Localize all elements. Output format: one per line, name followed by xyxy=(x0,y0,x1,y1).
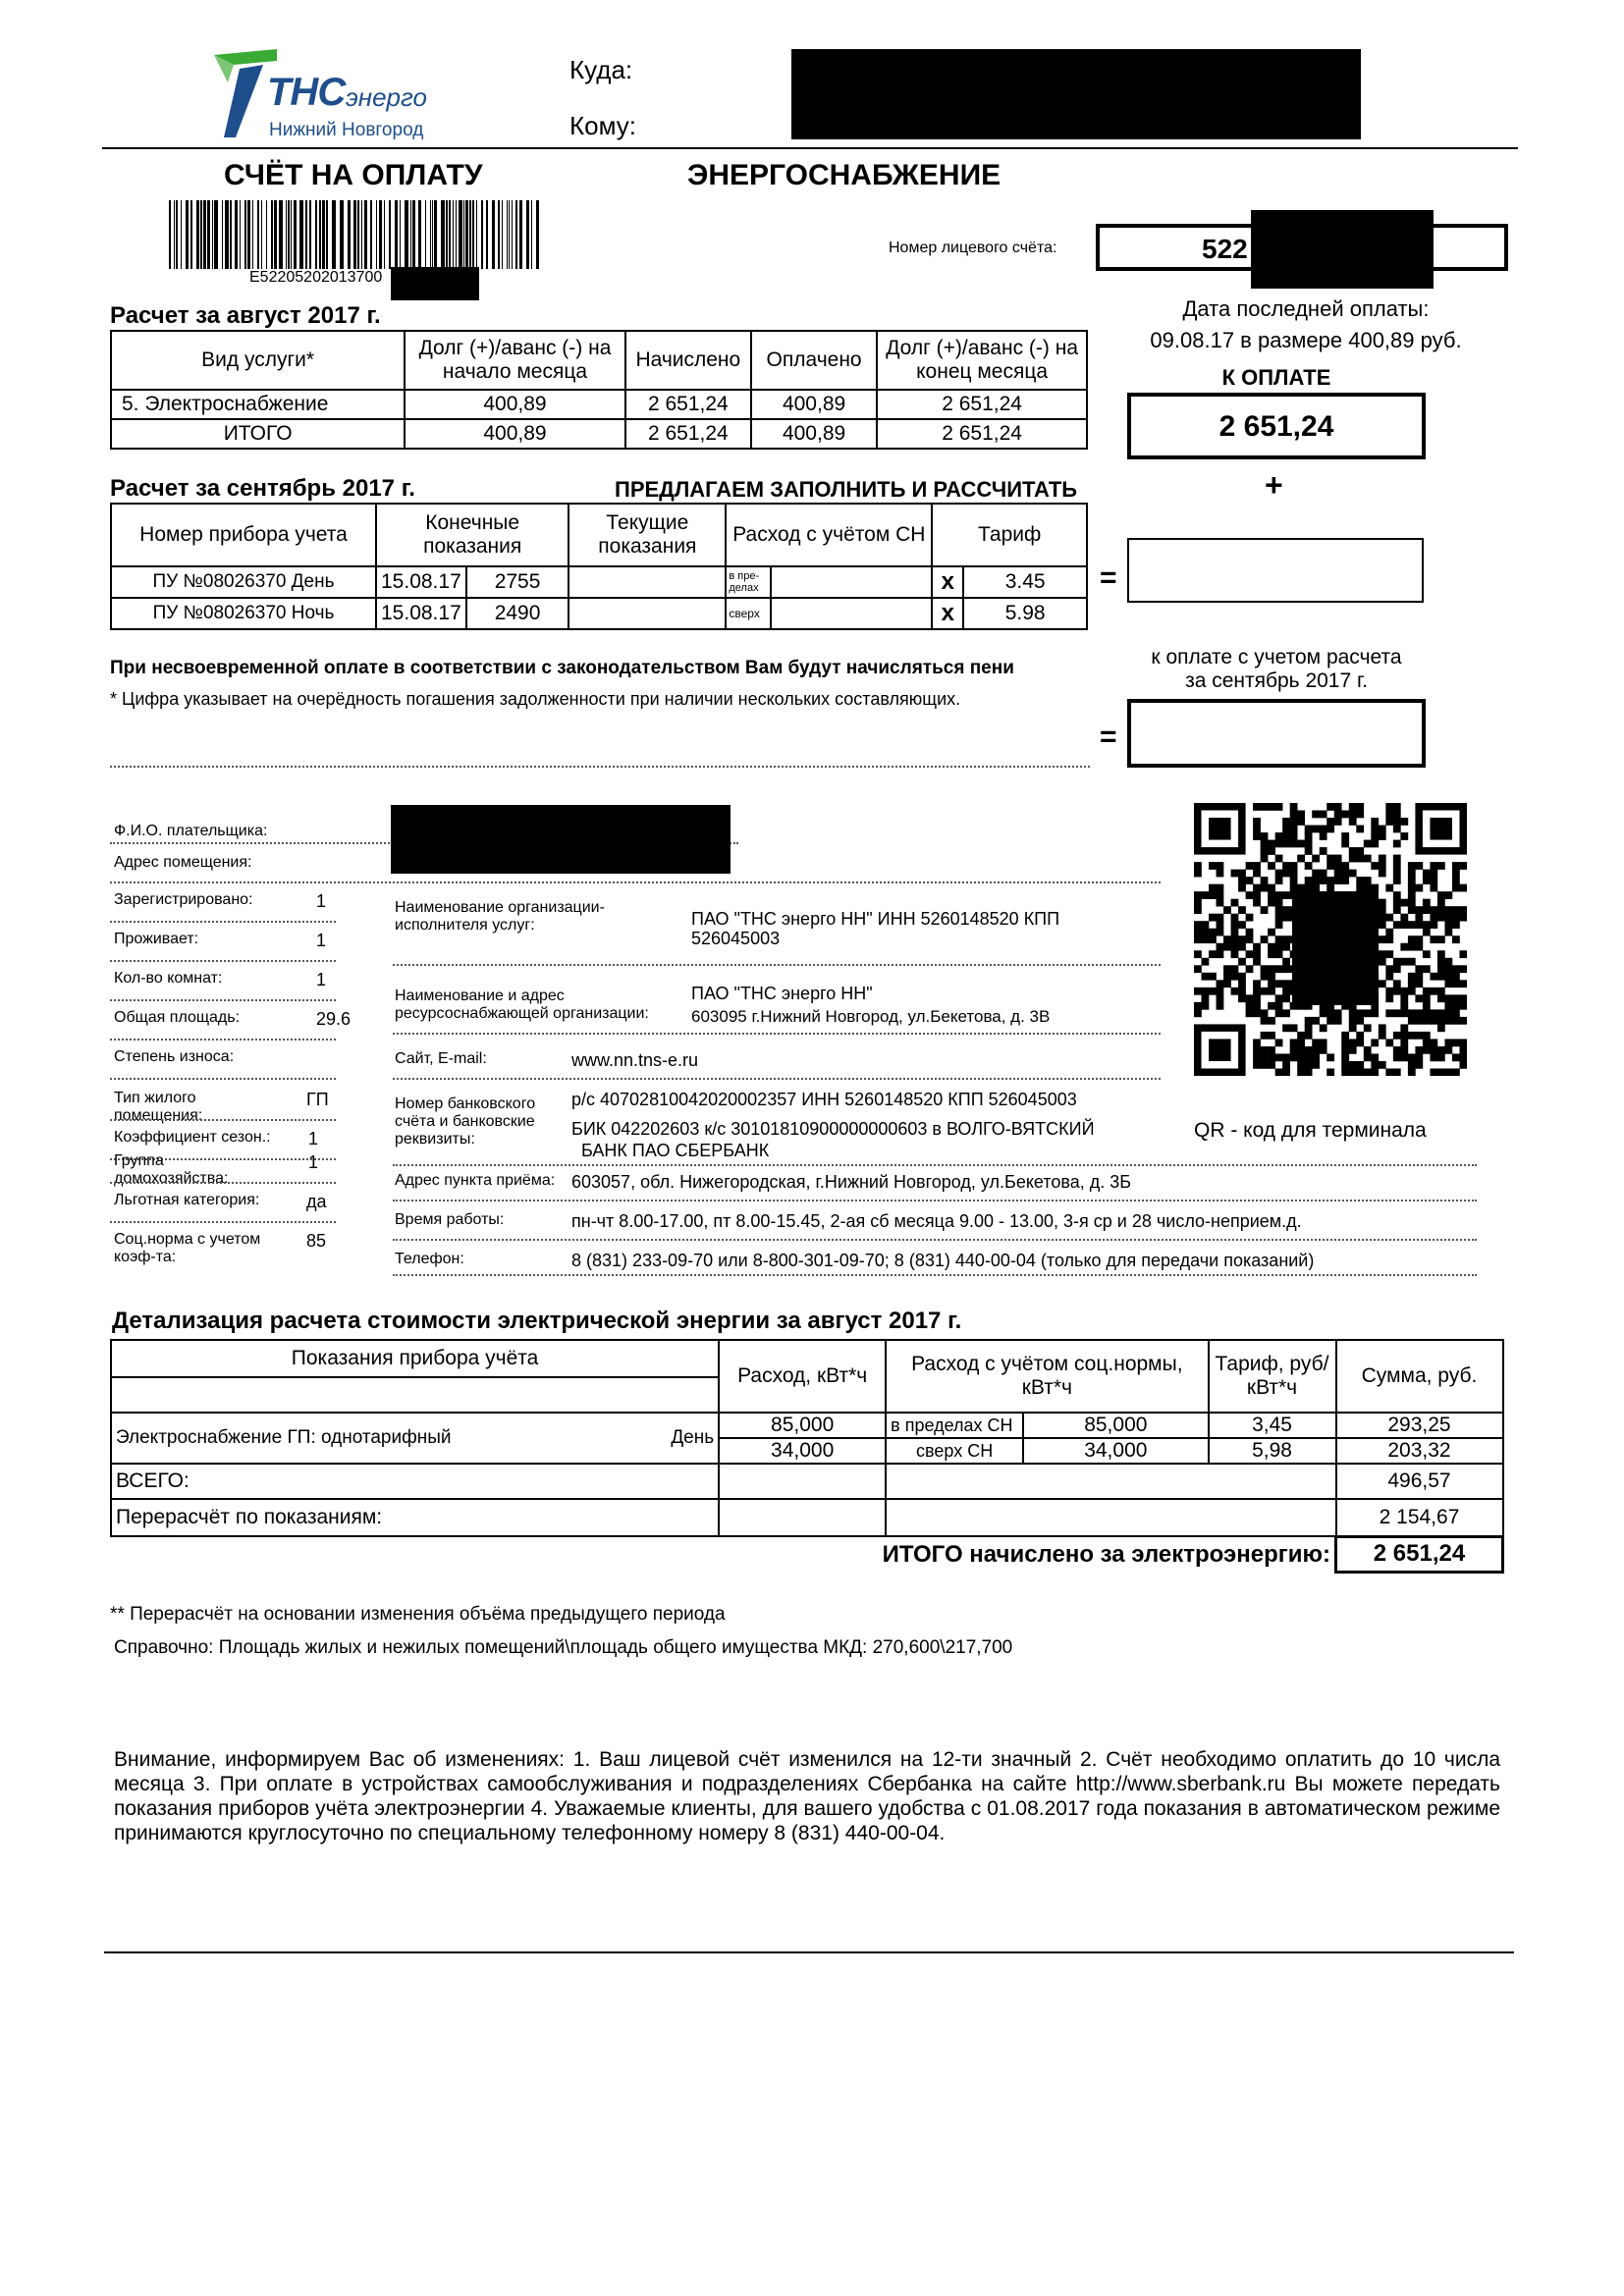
detail-zone: День xyxy=(651,1413,719,1464)
hours-label: Время работы: xyxy=(395,1211,505,1228)
september-table xyxy=(110,503,1088,630)
executor-value: ПАО "ТНС энерго НН" ИНН 5260148520 КПП 526045003 xyxy=(691,909,1060,948)
divider xyxy=(393,1274,1477,1276)
to-pay-box xyxy=(1127,393,1426,459)
sep-pay-total-input[interactable] xyxy=(1127,699,1426,768)
sep-sum-input[interactable] xyxy=(1127,538,1424,603)
payer-field-label: Льготная категория: xyxy=(114,1192,260,1208)
detail-header-readings: Показания прибора учёта xyxy=(111,1340,719,1377)
supplier-address: 603095 г.Нижний Новгород, ул.Бекетова, д. 3В xyxy=(691,1007,1051,1026)
sep-date: 15.08.17 xyxy=(376,598,466,629)
divider xyxy=(393,1033,1161,1035)
to-where-label: Куда: xyxy=(569,55,633,84)
august-cell: 400,89 xyxy=(751,390,877,419)
divider xyxy=(393,1239,1477,1241)
detail-tariff: 3,45 xyxy=(1209,1413,1336,1438)
header-divider xyxy=(102,147,1518,149)
detail-title: Детализация расчета стоимости электрической энергии за август 2017 г. xyxy=(112,1308,962,1334)
divider xyxy=(110,1221,336,1223)
payer-field-label: Тип жилого помещения: xyxy=(114,1090,203,1124)
divider xyxy=(110,881,1161,883)
fio-label: Ф.И.О. плательщика: xyxy=(114,823,268,839)
supplier-name: ПАО "ТНС энерго НН" xyxy=(691,984,873,1003)
detail-header-tariff: Тариф, руб/кВт*ч xyxy=(1209,1340,1336,1413)
august-cell: 2 651,24 xyxy=(877,419,1087,449)
logo-brand2: энерго xyxy=(346,82,428,112)
to-pay-label: К ОПЛАТЕ xyxy=(1221,365,1331,390)
barcode-icon xyxy=(169,200,542,269)
to-whom-label: Кому: xyxy=(569,111,636,140)
divider xyxy=(393,1164,1477,1166)
penalty-note: При несвоевременной оплате в соответствии с законодательством Вам будут начисляться пени xyxy=(110,658,1014,678)
detail-norm-label: сверх СН xyxy=(886,1438,1023,1464)
august-cell: 2 651,24 xyxy=(877,390,1087,419)
table-row xyxy=(111,598,1087,629)
august-header-debt-end: Долг (+)/аванс (-) на конец месяца xyxy=(877,331,1087,390)
bank-line2: БИК 042202603 к/с 30101810900000000603 в ВОЛГО-ВЯТСКИЙ xyxy=(571,1119,1095,1139)
detail-service: Электроснабжение ГП: однотарифный xyxy=(111,1413,651,1464)
site-label: Сайт, E-mail: xyxy=(395,1050,487,1067)
table-row xyxy=(111,390,1087,419)
barcode-text: E52205202013700 xyxy=(249,269,383,286)
office-value: 603057, обл. Нижегородская, г.Нижний Новгород, ул.Бекетова, д. 3Б xyxy=(571,1172,1132,1192)
divider xyxy=(110,960,336,962)
table-row xyxy=(111,1464,1503,1499)
payer-field-label: Группа домохозяйства: xyxy=(114,1152,229,1187)
divider xyxy=(110,766,1090,768)
payer-field-label: Кол-во комнат: xyxy=(114,970,223,987)
detail-norm-label: в пределах СН xyxy=(886,1413,1023,1438)
service-title: ЭНЕРГОСНАБЖЕНИЕ xyxy=(687,159,1001,191)
divider xyxy=(110,1078,336,1080)
divider xyxy=(110,1182,336,1184)
sep-reading: 2755 xyxy=(466,566,569,598)
august-table xyxy=(110,330,1088,450)
divider xyxy=(110,1119,336,1121)
payer-field-value: 1 xyxy=(316,970,327,989)
to-pay-amount: 2 651,24 xyxy=(1218,410,1334,443)
payer-field-value: 1 xyxy=(316,891,327,911)
redacted-address xyxy=(791,49,1361,139)
bank-line3: БАНК ПАО СБЕРБАНК xyxy=(581,1141,770,1160)
barcode xyxy=(169,200,542,269)
divider xyxy=(110,921,336,923)
grand-total-value: 2 651,24 xyxy=(1336,1536,1503,1572)
payer-field-value: ГП xyxy=(306,1090,329,1109)
plus-sign: + xyxy=(1265,467,1283,503)
sep-reading: 2490 xyxy=(466,598,569,629)
executor-label: Наименование организации-исполнителя услуг: xyxy=(395,899,605,934)
table-row xyxy=(111,1413,1503,1438)
footnote: ** Перерасчёт на основании изменения объёма предыдущего периода xyxy=(110,1604,726,1625)
sep-date: 15.08.17 xyxy=(376,566,466,598)
detail-recalc-label: Перерасчёт по показаниям: xyxy=(111,1499,719,1536)
detail-recalc-value: 2 154,67 xyxy=(1336,1499,1503,1536)
redacted-payer xyxy=(391,805,731,874)
detail-table xyxy=(110,1339,1504,1574)
detail-sum: 203,32 xyxy=(1336,1438,1503,1464)
august-cell: 400,89 xyxy=(405,419,624,449)
payer-field-value: да xyxy=(306,1192,327,1211)
divider xyxy=(110,999,336,1001)
august-cell: 2 651,24 xyxy=(625,390,751,419)
phone-value: 8 (831) 233-09-70 или 8-800-301-09-70; 8 (831) 440-00-04 (только для передачи показаний) xyxy=(571,1251,1315,1270)
september-title: Расчет за сентябрь 2017 г. xyxy=(110,475,415,502)
august-cell: 400,89 xyxy=(751,419,877,449)
payer-field-label: Зарегистрировано: xyxy=(114,891,253,908)
hours-value: пн-чт 8.00-17.00, пт 8.00-15.45, 2-ая сб месяца 9.00 - 13.00, 3-я ср и 28 число-неприем.д. xyxy=(571,1211,1302,1231)
divider xyxy=(393,964,1161,966)
logo-city: Нижний Новгород xyxy=(269,120,424,140)
qr-caption: QR - код для терминала xyxy=(1194,1119,1427,1142)
detail-total-label: ВСЕГО: xyxy=(111,1464,719,1499)
detail-header-norm: Расход с учётом соц.нормы, кВт*ч xyxy=(886,1340,1208,1413)
sep-header-current: Текущие показания xyxy=(568,504,726,566)
redacted-account xyxy=(1251,210,1434,289)
august-header-charged: Начислено xyxy=(625,331,751,390)
reference-note: Справочно: Площадь жилых и нежилых помещений\площадь общего имущества МКД: 270,600\217,700 xyxy=(114,1637,1013,1658)
equals-sign: = xyxy=(1100,561,1117,594)
detail-header-sum: Сумма, руб. xyxy=(1336,1340,1503,1413)
sep-sn-label: в пре-делах xyxy=(726,566,771,598)
detail-usage: 34,000 xyxy=(719,1438,886,1464)
sep-header-tariff: Тариф xyxy=(932,504,1087,566)
detail-header-usage: Расход, кВт*ч xyxy=(719,1340,886,1413)
sep-usage-input[interactable] xyxy=(771,566,932,598)
detail-norm-value: 85,000 xyxy=(1023,1413,1208,1438)
redacted-qr xyxy=(1292,891,1379,1005)
supplier-label: Наименование и адрес ресурсоснабжающей организации: xyxy=(395,988,649,1022)
payer-field-value: 1 xyxy=(308,1152,319,1172)
august-cell: 400,89 xyxy=(405,390,624,419)
sep-header-final: Конечные показания xyxy=(376,504,568,566)
company-logo xyxy=(214,47,440,141)
sep-meter: ПУ №08026370 День xyxy=(111,566,376,598)
site-link[interactable]: www.nn.tns-e.ru xyxy=(571,1050,699,1070)
august-cell: 5. Электроснабжение xyxy=(111,390,405,419)
sep-tariff: 3.45 xyxy=(963,566,1087,598)
payer-field-value: 29.6 xyxy=(316,1009,352,1029)
bill-title: СЧЁТ НА ОПЛАТУ xyxy=(224,159,483,191)
last-payment-label: Дата последней оплаты: xyxy=(1182,296,1430,321)
multiply-icon: x xyxy=(932,566,963,598)
august-title: Расчет за август 2017 г. xyxy=(110,302,381,329)
account-number: 522 xyxy=(1202,234,1248,264)
detail-total-value: 496,57 xyxy=(1336,1464,1503,1499)
sep-current-input[interactable] xyxy=(568,566,726,598)
payer-field-label: Общая площадь: xyxy=(114,1009,241,1026)
detail-usage: 85,000 xyxy=(719,1413,886,1438)
divider xyxy=(393,1078,1161,1080)
sep-meter: ПУ №08026370 Ночь xyxy=(111,598,376,629)
august-header-debt-start: Долг (+)/аванс (-) на начало месяца xyxy=(405,331,624,390)
table-row xyxy=(111,566,1087,598)
september-offer: ПРЕДЛАГАЕМ ЗАПОЛНИТЬ И РАССЧИТАТЬ xyxy=(615,477,1078,502)
sep-current-input[interactable] xyxy=(568,598,726,629)
detail-sum: 293,25 xyxy=(1336,1413,1503,1438)
sep-pay-line2: за сентябрь 2017 г. xyxy=(1185,669,1368,692)
sep-tariff: 5.98 xyxy=(963,598,1087,629)
office-label: Адрес пункта приёма: xyxy=(395,1172,556,1189)
notice-text: Внимание, информируем Вас об изменениях: 1. Ваш лицевой счёт изменился на 12-ти значный 2. Счёт необходимо оплатить до 10 числа месяца 3. При оплате в устройствах самообслуживания и подразделениях Сбербанка на сайте http://www.sberbank.ru Вы можете передать показания приборов учёта электроэнергии 4. Уважаемые клиенты, для вашего удобства с 01.08.2017 года показания в автоматическом режиме принимаются круглосуточно по специальному телефонному номеру 8 (831) 440-00-04. xyxy=(114,1748,1500,1844)
august-header-service: Вид услуги* xyxy=(111,331,405,390)
payer-field-value: 1 xyxy=(316,931,327,950)
redacted-barcode xyxy=(391,267,479,300)
payer-field-label: Проживает: xyxy=(114,931,199,947)
divider xyxy=(393,1200,1477,1201)
multiply-icon: x xyxy=(932,598,963,629)
sep-sn-label: сверх xyxy=(726,598,771,629)
equals-sign: = xyxy=(1100,721,1117,753)
sep-usage-input[interactable] xyxy=(771,598,932,629)
detail-tariff: 5,98 xyxy=(1209,1438,1336,1464)
last-payment-value: 09.08.17 в размере 400,89 руб. xyxy=(1150,328,1462,352)
sep-pay-line1: к оплате с учетом расчета xyxy=(1151,646,1402,668)
payer-field-label: Коэффициент сезон.: xyxy=(114,1129,271,1146)
logo-brand: ТНС xyxy=(267,71,346,114)
payer-field-label: Соц.норма с учетом коэф-та: xyxy=(114,1231,261,1265)
account-label: Номер лицевого счёта: xyxy=(889,240,1057,256)
footer-divider xyxy=(104,1951,1514,1953)
august-header-paid: Оплачено xyxy=(751,331,877,390)
sep-header-usage: Расход с учётом СН xyxy=(726,504,932,566)
payer-field-label: Степень износа: xyxy=(114,1048,235,1065)
phone-label: Телефон: xyxy=(395,1251,464,1267)
bank-line1: р/с 40702810042020002357 ИНН 5260148520 КПП 526045003 xyxy=(571,1090,1077,1109)
sep-header-meter: Номер прибора учета xyxy=(111,504,376,566)
divider xyxy=(110,1039,336,1041)
table-row xyxy=(111,419,1087,449)
address-label: Адрес помещения: xyxy=(114,854,252,871)
august-cell: ИТОГО xyxy=(111,419,405,449)
detail-norm-value: 34,000 xyxy=(1023,1438,1208,1464)
table-row xyxy=(111,1499,1503,1536)
grand-total-label: ИТОГО начислено за электроэнергию: xyxy=(111,1536,1336,1572)
payer-field-value: 85 xyxy=(306,1231,327,1251)
bank-label: Номер банковского счёта и банковские реквизиты: xyxy=(395,1095,536,1148)
payer-field-value: 1 xyxy=(308,1129,319,1148)
august-cell: 2 651,24 xyxy=(625,419,751,449)
order-note: * Цифра указывает на очерёдность погашения задолженности при наличии нескольких составляющих. xyxy=(110,689,961,709)
